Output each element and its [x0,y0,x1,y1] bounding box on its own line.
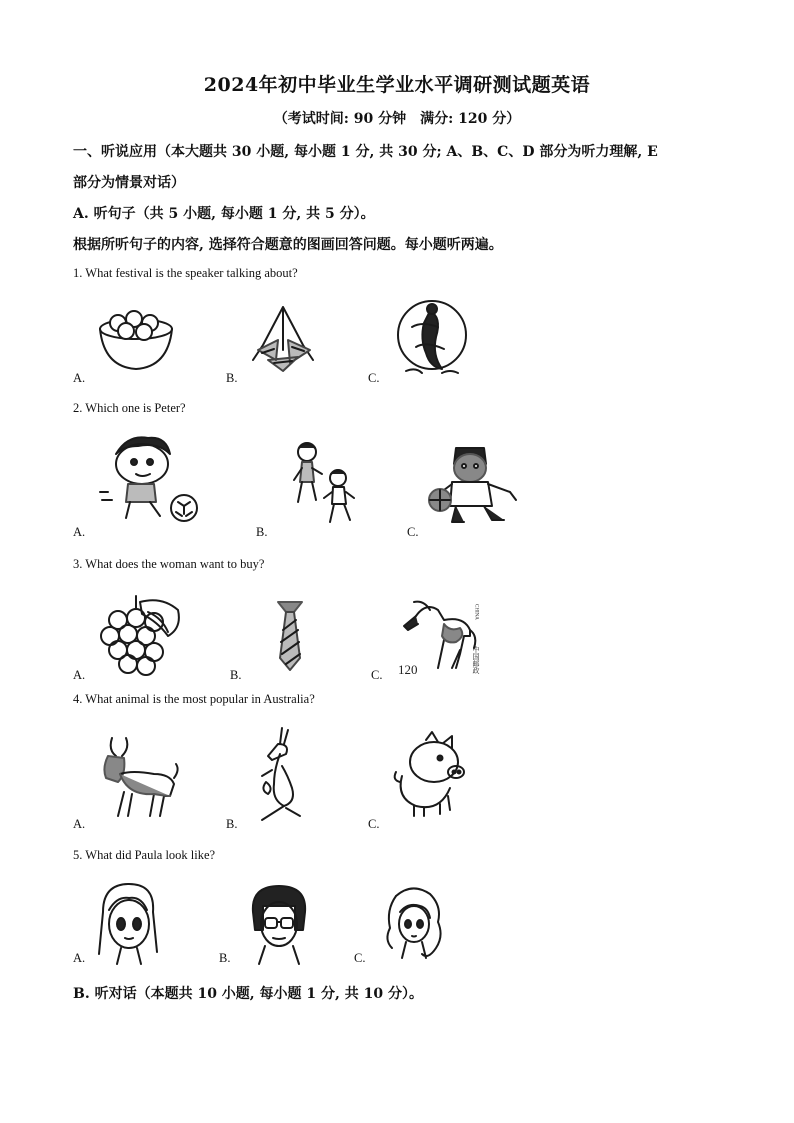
question-3: 3. What does the woman want to buy? [73,557,265,571]
girl-glasses-image [245,882,315,968]
zongzi-image [248,305,318,375]
basketball-player-image [426,440,524,526]
necktie-image [270,600,310,675]
stamp-value: 120 [398,662,418,677]
option-label[interactable]: A. [73,525,86,539]
option-label[interactable]: B. [226,371,238,385]
option-label[interactable]: B. [226,817,238,831]
question-4: 4. What animal is the most popular in Australia? [73,692,315,706]
girl-long-hair-image [93,882,163,968]
option-label[interactable]: A. [73,371,86,385]
stamp-country: CHINA [473,604,479,620]
boy-soccer-image [98,432,203,524]
option-label[interactable]: C. [371,668,383,682]
two-boys-walking-image [292,440,362,525]
kangaroo-image [252,726,302,826]
goat-image [98,734,182,822]
option-label[interactable]: B. [219,951,231,965]
rice-balls-bowl-image [96,307,176,377]
option-label[interactable]: A. [73,668,86,682]
option-label[interactable]: C. [368,371,380,385]
option-label[interactable]: C. [354,951,366,965]
moon-fairy-image [392,297,472,377]
question-1: 1. What festival is the speaker talking about? [73,266,298,280]
girl-curly-hair-image [378,882,448,966]
option-label[interactable]: C. [368,817,380,831]
section-heading-line1: 一、听说应用（本大题共 30 小题, 每小题 1 分, 共 30 分; A、B、C、D 部分为听力理解, E [73,144,658,160]
part-a-instruction: 根据所听句子的内容, 选择符合题意的图画回答问题。每小题听两遍。 [73,237,503,253]
grapes-image [96,592,186,677]
stamp-cn-label: 中国邮政 [472,646,480,674]
option-label[interactable]: C. [407,525,419,539]
question-5: 5. What did Paula look like? [73,848,216,862]
option-label[interactable]: B. [256,525,268,539]
pig-image [392,732,470,818]
page-title: 2024年初中毕业生学业水平调研测试题英语 [203,74,591,96]
exam-info: （考试时间: 90 分钟 满分: 120 分） [273,111,521,127]
section-heading-line2: 部分为情景对话） [73,175,185,191]
option-label[interactable]: B. [230,668,242,682]
option-label[interactable]: A. [73,817,86,831]
option-label[interactable]: A. [73,951,86,965]
part-a-heading: A. 听句子（共 5 小题, 每小题 1 分, 共 5 分）。 [73,206,375,222]
question-2: 2. Which one is Peter? [73,401,186,415]
part-b-heading: B. 听对话（本题共 10 小题, 每小题 1 分, 共 10 分）。 [73,986,424,1002]
horse-stamp-image [394,596,486,678]
